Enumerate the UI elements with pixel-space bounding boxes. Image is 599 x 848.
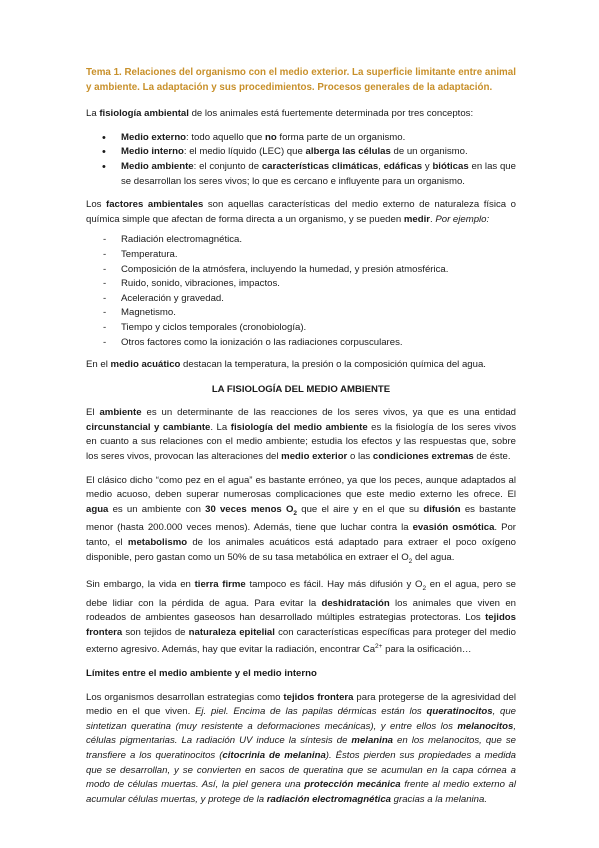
- text: es la fisiología de los seres vivos en cuanto a sus relaciones con el medio ambiente; estudia los efectos y las respuestas que, sobre los seres vivos, provocan las alteraciones del: [86, 421, 517, 463]
- dash-icon: -: [103, 248, 107, 260]
- intro-paragraph: [86, 107, 516, 122]
- bold-term: metabolismo: [127, 536, 188, 548]
- bold-term: condiciones extremas: [372, 451, 474, 463]
- text: , células pigmentarias. La radiación UV induce la síntesis de: [86, 720, 516, 747]
- factors-paragraph: [86, 198, 516, 227]
- italic-text: Por ejemplo:: [435, 213, 490, 225]
- text: de éste.: [473, 451, 511, 463]
- text: Los organismos desarrollan estrategias como: [86, 691, 284, 703]
- bold-term: bióticas: [432, 160, 469, 172]
- list-item-text: Radiación electromagnética.: [121, 234, 243, 246]
- text: . Por tanto, el: [86, 522, 516, 548]
- list-item: [86, 233, 516, 248]
- text: en los melanocitos, que se transfiere a los queratinocitos (: [86, 735, 516, 762]
- text: ). Éstos pierden sus propiedades a medida que se desarrollan, y se convierten en sacos de queratina que se acumulan en la capa córnea a modo de células muertas. Así, la piel genera una: [86, 750, 516, 791]
- text: para protegerse de la agresividad del medio en el que viven.: [86, 691, 516, 718]
- list-item: [86, 263, 516, 278]
- dash-icon: -: [103, 336, 107, 348]
- text: los animales que viven en rodeados de ambientes gaseosos han desarrollado múltiples estrategias protectoras. Los: [86, 597, 516, 624]
- list-item-text: Tiempo y ciclos temporales (cronobiología).: [121, 321, 307, 333]
- list-item: [86, 145, 516, 160]
- text: es un ambiente con: [108, 503, 206, 515]
- dash-icon: -: [103, 307, 107, 319]
- bold-term: [205, 504, 297, 515]
- text: : el conjunto de: [193, 160, 262, 172]
- bold-term: circunstancial y cambiante: [86, 421, 211, 433]
- bold-term: medio acuático: [110, 359, 181, 371]
- bullet-icon: •: [102, 146, 106, 159]
- bold-term: factores ambientales: [106, 199, 204, 211]
- bold-term: medir: [403, 213, 430, 225]
- italic-text: [86, 706, 516, 805]
- bold-term: Medio ambiente: [121, 160, 194, 172]
- bold-term: fisiología ambiental: [99, 108, 189, 120]
- skin-paragraph: [86, 691, 516, 808]
- text: es un determinante de las reacciones de los seres vivos, ya que es una entidad: [141, 407, 516, 419]
- subsection-heading: Límites entre el medio ambiente y el medio interno: [86, 668, 317, 680]
- text: es bastante menor (hasta 200.000 veces menos). Además, tiene que luchar contra la: [86, 503, 516, 534]
- bold-term: medio exterior: [281, 451, 348, 463]
- bold-term: tejidos frontera: [283, 691, 354, 703]
- superscript: 2+: [375, 643, 383, 651]
- bold-term: melanina: [351, 735, 394, 747]
- text: son aquellas características del medio externo de naturaleza física o química simple que afectan de forma directa a un organismo, y se pueden: [86, 199, 516, 225]
- text: frente al medio externo al acumular células muertas, y protege de la: [86, 779, 517, 805]
- bold-term: melanocitos: [457, 720, 514, 732]
- text: . La: [210, 421, 231, 433]
- aquatic-paragraph: [86, 358, 516, 373]
- bold-term: naturaleza epitelial: [188, 626, 275, 638]
- bold-term: tejidos frontera: [86, 612, 516, 638]
- text: gracias a la melanina.: [391, 793, 488, 805]
- text: , que sintetizan queratina (muy resistente a deformaciones mecánicas), y entre ellos los: [86, 706, 516, 732]
- bold-term: protección mecánica: [304, 779, 401, 791]
- text: ,: [378, 160, 384, 172]
- text: La: [86, 108, 100, 120]
- bold-term: características climáticas: [261, 160, 379, 172]
- bold-term: radiación electromagnética: [266, 793, 392, 805]
- dash-icon: -: [103, 234, 107, 246]
- dash-icon: -: [103, 321, 107, 333]
- subscript: 2: [408, 557, 413, 565]
- list-item: [86, 160, 516, 189]
- text: El clásico dicho “como pez en el agua” es bastante erróneo, ya que los peces, aunque adaptados al medio acuoso, deben superar numerosas complicaciones que este medio externo les ofrece. El: [86, 474, 516, 501]
- list-item-text: Ruido, sonido, vibraciones, impactos.: [121, 278, 280, 290]
- text: Sin embargo, la vida en: [86, 579, 195, 591]
- document-page: [86, 66, 516, 816]
- text: 30 veces menos O: [205, 503, 294, 515]
- bold-term: deshidratación: [321, 597, 390, 609]
- list-item-text: Aceleración y gravedad.: [121, 292, 224, 304]
- subscript: 2: [422, 584, 427, 592]
- text: o las: [347, 451, 373, 463]
- text: para la osificación…: [382, 644, 472, 656]
- text: en el agua, pero se debe lidiar con la pérdida de agua. Para evitar la: [86, 579, 516, 609]
- ambient-paragraph: [86, 406, 516, 464]
- bold-term: alberga las células: [305, 146, 391, 158]
- section-heading: LA FISIOLOGÍA DEL MEDIO AMBIENTE: [211, 383, 391, 395]
- factors-list: [86, 233, 516, 350]
- text: del agua.: [412, 551, 455, 563]
- bold-term: queratinocitos: [426, 706, 493, 718]
- text: tampoco es fácil. Hay más difusión y O: [245, 579, 423, 591]
- text: de un organismo.: [390, 146, 468, 158]
- bold-term: agua: [86, 503, 109, 515]
- bold-term: ambiente: [99, 407, 142, 419]
- bullet-icon: •: [102, 160, 106, 173]
- bold-term: tierra firme: [194, 579, 246, 591]
- list-item-text: Composición de la atmósfera, incluyendo la humedad, y presión atmosférica.: [121, 263, 449, 275]
- text: que el aire y en el que su: [297, 503, 424, 515]
- bold-term: no: [265, 131, 277, 143]
- list-item: [86, 306, 516, 321]
- bold-term: edáficas: [383, 160, 423, 172]
- text: destacan la temperatura, la presión o la composición química del agua.: [180, 359, 486, 371]
- dash-icon: -: [103, 278, 107, 290]
- list-item-text: Otros factores como la ionización o las radiaciones corpusculares.: [121, 336, 403, 348]
- text: Ej. piel.: [195, 706, 229, 718]
- text: .: [429, 213, 436, 225]
- bold-term: Medio interno: [121, 146, 184, 158]
- text: En el: [86, 359, 111, 371]
- bold-term: evasión osmótica: [412, 522, 495, 534]
- fish-paragraph: [86, 474, 516, 569]
- land-paragraph: [86, 578, 516, 658]
- dash-icon: -: [103, 263, 107, 275]
- text: : todo aquello que: [186, 131, 265, 143]
- text: en las que se desarrollan los seres vivos; lo que es cercano e influyente para un organismo.: [121, 160, 516, 187]
- page-title: Tema 1. Relaciones del organismo con el medio exterior. La superficie limitante entre animal y ambiente. La adaptación y sus procedimientos. Procesos generales de la adaptación.: [86, 67, 516, 93]
- text: son tejidos de: [122, 626, 189, 638]
- text: : el medio líquido (LEC) que: [183, 146, 306, 158]
- list-item-text: Temperatura.: [121, 248, 178, 260]
- bullet-icon: •: [102, 131, 106, 144]
- bold-term: difusión: [423, 503, 461, 515]
- list-item: [86, 248, 516, 263]
- text: forma parte de un organismo.: [276, 131, 406, 143]
- bold-term: fisiología del medio ambiente: [230, 421, 368, 433]
- subscript: 2: [293, 509, 298, 517]
- text: El: [86, 407, 100, 419]
- list-item: [86, 321, 516, 336]
- bold-term: Medio externo: [121, 131, 187, 143]
- list-item: [86, 277, 516, 292]
- list-item: [86, 131, 516, 146]
- text: Los: [86, 199, 107, 211]
- list-item: [86, 336, 516, 351]
- text: Encima de las papilas dérmicas están los: [228, 706, 427, 718]
- concepts-list: [86, 131, 516, 189]
- bold-term: citocrinia de melanina: [222, 750, 326, 762]
- dash-icon: -: [103, 292, 107, 304]
- text: de los animales acuáticos está adaptado para extraer el poco oxígeno disponible, pero gastan como un 50% de su tasa metabólica en extraer el O: [86, 536, 516, 563]
- text: y: [422, 160, 433, 172]
- text: de los animales está fuertemente determinada por tres conceptos:: [188, 108, 474, 120]
- list-item: [86, 292, 516, 307]
- list-item-text: Magnetismo.: [121, 307, 176, 319]
- text: con características específicas para proteger del medio externo agresivo. Además, hay que evitar la radiación, encontrar Ca: [86, 626, 516, 656]
